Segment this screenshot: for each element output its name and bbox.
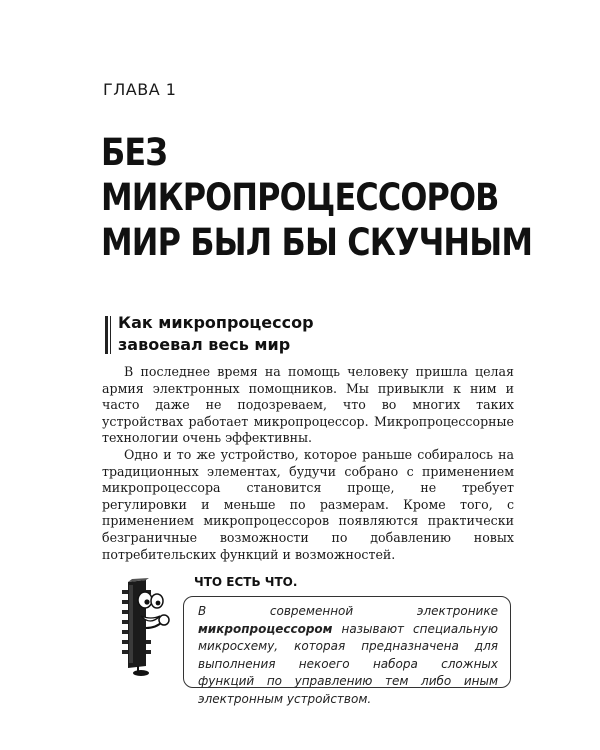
microchip-mascot-icon bbox=[108, 578, 174, 676]
chapter-title-line-1: БЕЗ bbox=[101, 131, 168, 174]
definition-term: микропроцессором bbox=[198, 621, 333, 636]
definition-text-end: называют специальную микросхему, которая предназначена для выполнения некоего набора сложных функций по управлению тем либо иным электронным устройством. bbox=[198, 621, 498, 706]
paragraph-2: Одно и то же устройство, которое раньше собиралось на традиционных элементах, будучи собрано с применением микропроцессора становится проще, не требует регулировки и меньше по размерам. Кроме того, с применением микропроцессоров появляются практически безграничные возможности по добавлению новых потребительских функций и возможностей. bbox=[102, 446, 514, 562]
section-marker-bar-thin bbox=[110, 316, 111, 354]
section-heading-line-2: завоевал весь мир bbox=[118, 335, 291, 354]
section-heading bbox=[118, 312, 314, 356]
definition-box bbox=[183, 596, 511, 706]
section-marker-bar bbox=[105, 316, 108, 354]
definition-text-start: В современной электронике bbox=[198, 604, 498, 618]
aside-heading: ЧТО ЕСТЬ ЧТО. bbox=[194, 575, 298, 589]
section-heading-line-1: Как микропроцессор bbox=[118, 313, 314, 332]
chapter-title-line-2: МИКРОПРОЦЕССОРОВ bbox=[101, 176, 499, 219]
chapter-title-line-3: МИР БЫЛ БЫ СКУЧНЫМ bbox=[101, 221, 533, 264]
body-text bbox=[102, 364, 514, 563]
chapter-label: ГЛАВА 1 bbox=[103, 80, 177, 99]
paragraph-1: В последнее время на помощь человеку пришла целая армия электронных помощников. Мы привыкли к ним и часто даже не подозреваем, что во многих таких устройствах работает микропроцессор. Микропроцессорные технологии очень эффективны. bbox=[102, 364, 514, 446]
chapter-title bbox=[101, 130, 533, 265]
